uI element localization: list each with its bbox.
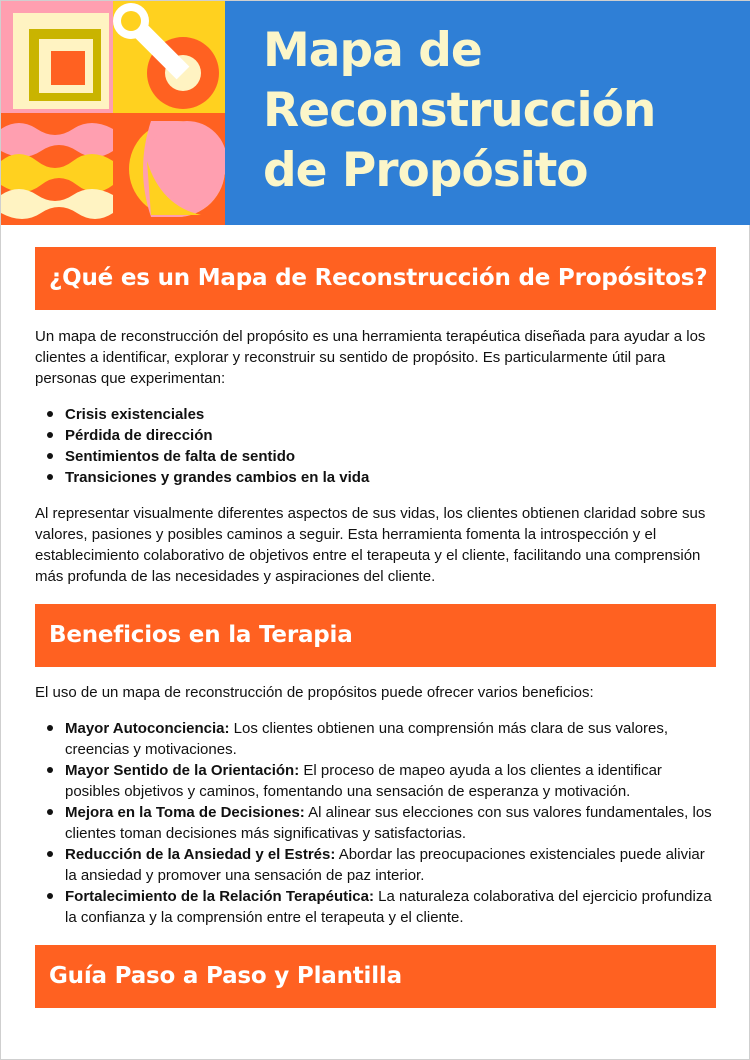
section-heading: Guía Paso a Paso y Plantilla bbox=[49, 963, 402, 989]
benefit-item bbox=[35, 718, 719, 760]
title-line: de Propósito bbox=[263, 143, 588, 198]
section-heading-banner bbox=[35, 945, 716, 1008]
title-line: Mapa de bbox=[263, 23, 482, 78]
benefit-item bbox=[35, 886, 719, 928]
bullet-icon bbox=[47, 453, 53, 459]
section-heading: ¿Qué es un Mapa de Reconstrucción de Propósitos? bbox=[49, 265, 708, 291]
bullet-icon bbox=[47, 767, 53, 773]
benefit-text: El proceso de mapeo ayuda a los clientes a identificar posibles objetivos y caminos, fomentando una sensación de esperanza y motivación. bbox=[65, 762, 662, 800]
benefit-text: Abordar las preocupaciones existenciales puede aliviar la ansiedad y promover una sensación de paz interior. bbox=[65, 846, 705, 884]
list-item bbox=[35, 446, 719, 467]
benefit-text: Los clientes obtienen una comprensión más clara de sus valores, creencias y motivaciones. bbox=[65, 720, 669, 758]
benefit-title: Reducción de la Ansiedad y el Estrés: bbox=[65, 846, 336, 863]
section-closing-paragraph: Al representar visualmente diferentes aspectos de sus vidas, los clientes obtienen claridad sobre sus valores, pasiones y posibles caminos a seguir. Esta herramienta fomenta la introspección y el establecimiento colaborativo de objetivos entre el terapeuta y el cliente, facilitando una comprensión más profunda de las necesidades y aspiraciones del cliente. bbox=[35, 505, 706, 585]
section-heading-banner bbox=[35, 604, 716, 667]
list-item bbox=[35, 425, 719, 446]
bullet-icon bbox=[47, 809, 53, 815]
header bbox=[1, 1, 750, 225]
list-item-text: Pérdida de dirección bbox=[65, 427, 213, 444]
section-heading: Beneficios en la Terapia bbox=[49, 622, 353, 648]
benefit-title: Mayor Sentido de la Orientación: bbox=[65, 762, 300, 779]
bullet-icon bbox=[47, 474, 53, 480]
benefit-title: Mejora en la Toma de Decisiones: bbox=[65, 804, 305, 821]
list-item-text: Crisis existenciales bbox=[65, 406, 205, 423]
bullet-icon bbox=[47, 851, 53, 857]
benefit-item bbox=[35, 802, 719, 844]
section-heading-banner bbox=[35, 247, 716, 310]
bullet-list bbox=[35, 404, 719, 488]
list-item-text: Sentimientos de falta de sentido bbox=[65, 448, 296, 465]
decorative-pattern-art bbox=[1, 1, 225, 225]
benefit-title: Mayor Autoconciencia: bbox=[65, 720, 230, 737]
bullet-icon bbox=[47, 432, 53, 438]
list-item-text: Transiciones y grandes cambios en la vida bbox=[65, 469, 370, 486]
benefit-text: Al alinear sus elecciones con sus valores fundamentales, los clientes toman decisiones más significativas y satisfactorias. bbox=[65, 804, 712, 842]
section-intro-paragraph: Un mapa de reconstrucción del propósito es una herramienta terapéutica diseñada para ayudar a los clientes a identificar, explorar y reconstruir su sentido de propósito. Es particularmente útil para personas que experimentan: bbox=[35, 328, 706, 387]
title-panel bbox=[225, 1, 750, 225]
list-item bbox=[35, 467, 719, 488]
benefit-item bbox=[35, 760, 719, 802]
benefit-text: La naturaleza colaborativa del ejercicio profundiza la confianza y la comprensión entre el terapeuta y el cliente. bbox=[65, 888, 712, 926]
bullet-icon bbox=[47, 411, 53, 417]
benefits-list bbox=[35, 718, 719, 928]
section-intro-paragraph: El uso de un mapa de reconstrucción de propósitos puede ofrecer varios beneficios: bbox=[35, 684, 594, 701]
benefit-title: Fortalecimiento de la Relación Terapéutica: bbox=[65, 888, 374, 905]
list-item bbox=[35, 404, 719, 425]
benefit-item bbox=[35, 844, 719, 886]
bullet-icon bbox=[47, 893, 53, 899]
page-title bbox=[263, 21, 743, 201]
title-line: Reconstrucción bbox=[263, 83, 656, 138]
bullet-icon bbox=[47, 725, 53, 731]
